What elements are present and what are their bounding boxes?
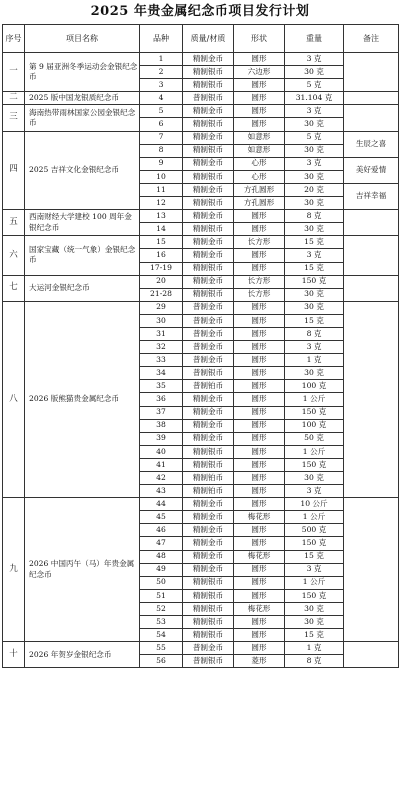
- variety-cell: 8: [140, 144, 183, 157]
- header-row: [3, 25, 399, 53]
- shape-cell: 如意形: [234, 144, 285, 157]
- material-cell: 精制金币: [183, 53, 234, 66]
- material-cell: 精制金币: [183, 511, 234, 524]
- material-cell: 精制银币: [183, 262, 234, 275]
- note-cell: [344, 236, 399, 275]
- variety-cell: 5: [140, 105, 183, 118]
- table-row: [3, 498, 399, 511]
- weight-cell: 20 克: [285, 183, 344, 196]
- material-cell: 精制金币: [183, 249, 234, 262]
- project-seq: 二: [3, 92, 25, 105]
- variety-cell: 13: [140, 210, 183, 223]
- weight-cell: 50 克: [285, 432, 344, 445]
- shape-cell: 圆形: [234, 354, 285, 367]
- weight-cell: 31.104 克: [285, 92, 344, 105]
- weight-cell: 30 克: [285, 66, 344, 79]
- weight-cell: 15 克: [285, 550, 344, 563]
- header-seq: 序号: [3, 25, 25, 53]
- table-row: [3, 642, 399, 655]
- shape-cell: 圆形: [234, 314, 285, 327]
- variety-cell: 56: [140, 655, 183, 668]
- material-cell: 精制银币: [183, 602, 234, 615]
- project-seq: 四: [3, 131, 25, 210]
- project-name: 海南热带雨林国家公园金银纪念币: [25, 105, 140, 131]
- weight-cell: 3 克: [285, 105, 344, 118]
- header-weight: 重量: [285, 25, 344, 53]
- variety-cell: 38: [140, 419, 183, 432]
- weight-cell: 3 克: [285, 157, 344, 170]
- shape-cell: 长方形: [234, 288, 285, 301]
- variety-cell: 15: [140, 236, 183, 249]
- shape-cell: 方孔圆形: [234, 197, 285, 210]
- shape-cell: 圆形: [234, 576, 285, 589]
- table-row: [3, 236, 399, 249]
- weight-cell: 3 克: [285, 341, 344, 354]
- material-cell: 精制金币: [183, 498, 234, 511]
- note-cell: [344, 105, 399, 131]
- table-row: [3, 131, 399, 144]
- note-cell: [344, 210, 399, 236]
- material-cell: 精制银币: [183, 144, 234, 157]
- material-cell: 精制金币: [183, 537, 234, 550]
- shape-cell: 圆形: [234, 629, 285, 642]
- variety-cell: 54: [140, 629, 183, 642]
- variety-cell: 32: [140, 341, 183, 354]
- variety-cell: 36: [140, 393, 183, 406]
- material-cell: 普制金币: [183, 642, 234, 655]
- shape-cell: 圆形: [234, 301, 285, 314]
- material-cell: 普制金币: [183, 354, 234, 367]
- variety-cell: 49: [140, 563, 183, 576]
- variety-cell: 7: [140, 131, 183, 144]
- variety-cell: 31: [140, 327, 183, 340]
- weight-cell: 3 克: [285, 249, 344, 262]
- material-cell: 精制金币: [183, 550, 234, 563]
- variety-cell: 16: [140, 249, 183, 262]
- shape-cell: 圆形: [234, 472, 285, 485]
- header-shape: 形状: [234, 25, 285, 53]
- material-cell: 精制银币: [183, 197, 234, 210]
- shape-cell: 圆形: [234, 341, 285, 354]
- material-cell: 精制银币: [183, 629, 234, 642]
- variety-cell: 47: [140, 537, 183, 550]
- material-cell: 精制银币: [183, 576, 234, 589]
- shape-cell: 圆形: [234, 406, 285, 419]
- variety-cell: 50: [140, 576, 183, 589]
- material-cell: 精制银币: [183, 458, 234, 471]
- material-cell: 普制金币: [183, 341, 234, 354]
- project-seq: 六: [3, 236, 25, 275]
- table-row: [3, 275, 399, 288]
- project-name: 2025 吉祥文化金银纪念币: [25, 131, 140, 210]
- project-name: 2026 年贺岁金银纪念币: [25, 642, 140, 668]
- shape-cell: 心形: [234, 170, 285, 183]
- shape-cell: 圆形: [234, 92, 285, 105]
- variety-cell: 52: [140, 602, 183, 615]
- weight-cell: 3 克: [285, 53, 344, 66]
- weight-cell: 100 克: [285, 419, 344, 432]
- material-cell: 普制银币: [183, 92, 234, 105]
- weight-cell: 30 克: [285, 170, 344, 183]
- variety-cell: 35: [140, 380, 183, 393]
- material-cell: 精制金币: [183, 157, 234, 170]
- weight-cell: 30 克: [285, 197, 344, 210]
- variety-cell: 20: [140, 275, 183, 288]
- shape-cell: 心形: [234, 157, 285, 170]
- variety-cell: 34: [140, 367, 183, 380]
- variety-cell: 55: [140, 642, 183, 655]
- material-cell: 精制金币: [183, 131, 234, 144]
- weight-cell: 10 公斤: [285, 498, 344, 511]
- shape-cell: 圆形: [234, 498, 285, 511]
- page-title: 2025 年贵金属纪念币项目发行计划: [90, 4, 310, 19]
- shape-cell: 圆形: [234, 210, 285, 223]
- material-cell: 精制银币: [183, 79, 234, 92]
- material-cell: 精制银币: [183, 170, 234, 183]
- variety-cell: 21-28: [140, 288, 183, 301]
- variety-cell: 9: [140, 157, 183, 170]
- weight-cell: 30 克: [285, 288, 344, 301]
- weight-cell: 5 克: [285, 79, 344, 92]
- note-cell: [344, 53, 399, 92]
- shape-cell: 圆形: [234, 642, 285, 655]
- variety-cell: 41: [140, 458, 183, 471]
- weight-cell: 30 克: [285, 472, 344, 485]
- variety-cell: 46: [140, 524, 183, 537]
- table-body: [3, 53, 399, 668]
- header-note: 备注: [344, 25, 399, 53]
- material-cell: 精制银币: [183, 223, 234, 236]
- shape-cell: 圆形: [234, 223, 285, 236]
- weight-cell: 15 克: [285, 236, 344, 249]
- material-cell: 精制金币: [183, 393, 234, 406]
- material-cell: 精制金币: [183, 183, 234, 196]
- shape-cell: 圆形: [234, 367, 285, 380]
- variety-cell: 40: [140, 445, 183, 458]
- project-name: 国家宝藏（统一气象）金银纪念币: [25, 236, 140, 275]
- weight-cell: 8 克: [285, 655, 344, 668]
- material-cell: 普制金币: [183, 314, 234, 327]
- variety-cell: 48: [140, 550, 183, 563]
- project-seq: 九: [3, 498, 25, 642]
- note-cell: 吉祥幸福: [344, 183, 399, 209]
- project-seq: 八: [3, 301, 25, 497]
- shape-cell: 圆形: [234, 419, 285, 432]
- header-variety: 品种: [140, 25, 183, 53]
- weight-cell: 150 克: [285, 458, 344, 471]
- project-name: 西南财经大学建校 100 周年金银纪念币: [25, 210, 140, 236]
- weight-cell: 1 克: [285, 642, 344, 655]
- variety-cell: 51: [140, 589, 183, 602]
- shape-cell: 圆形: [234, 327, 285, 340]
- material-cell: 精制金币: [183, 524, 234, 537]
- project-seq: 七: [3, 275, 25, 301]
- weight-cell: 8 克: [285, 210, 344, 223]
- weight-cell: 1 公斤: [285, 511, 344, 524]
- shape-cell: 六边形: [234, 66, 285, 79]
- shape-cell: 圆形: [234, 249, 285, 262]
- variety-cell: 10: [140, 170, 183, 183]
- table-row: [3, 53, 399, 66]
- material-cell: 精制银币: [183, 616, 234, 629]
- weight-cell: 15 克: [285, 314, 344, 327]
- shape-cell: 长方形: [234, 275, 285, 288]
- material-cell: 精制金币: [183, 419, 234, 432]
- variety-cell: 29: [140, 301, 183, 314]
- weight-cell: 30 克: [285, 602, 344, 615]
- material-cell: 精制金币: [183, 563, 234, 576]
- shape-cell: 长方形: [234, 236, 285, 249]
- weight-cell: 30 克: [285, 616, 344, 629]
- header-material: 质量/材质: [183, 25, 234, 53]
- material-cell: 精制银币: [183, 445, 234, 458]
- project-name: 大运河金银纪念币: [25, 275, 140, 301]
- variety-cell: 37: [140, 406, 183, 419]
- weight-cell: 150 克: [285, 406, 344, 419]
- shape-cell: 梅花形: [234, 511, 285, 524]
- project-seq: 五: [3, 210, 25, 236]
- material-cell: 精制金币: [183, 275, 234, 288]
- variety-cell: 6: [140, 118, 183, 131]
- material-cell: 精制银币: [183, 589, 234, 602]
- shape-cell: 梅花形: [234, 550, 285, 563]
- material-cell: 精制金币: [183, 210, 234, 223]
- variety-cell: 39: [140, 432, 183, 445]
- shape-cell: 梅花形: [234, 602, 285, 615]
- shape-cell: 圆形: [234, 380, 285, 393]
- variety-cell: 33: [140, 354, 183, 367]
- weight-cell: 5 克: [285, 131, 344, 144]
- shape-cell: 菱形: [234, 655, 285, 668]
- table-row: [3, 210, 399, 223]
- weight-cell: 30 克: [285, 367, 344, 380]
- project-seq: 十: [3, 642, 25, 668]
- note-cell: [344, 301, 399, 497]
- material-cell: 精制银币: [183, 118, 234, 131]
- table-row: [3, 105, 399, 118]
- variety-cell: 43: [140, 485, 183, 498]
- shape-cell: 圆形: [234, 458, 285, 471]
- shape-cell: 圆形: [234, 445, 285, 458]
- weight-cell: 3 克: [285, 563, 344, 576]
- variety-cell: 3: [140, 79, 183, 92]
- variety-cell: 4: [140, 92, 183, 105]
- weight-cell: 100 克: [285, 380, 344, 393]
- material-cell: 精制铂币: [183, 485, 234, 498]
- table-row: [3, 301, 399, 314]
- note-cell: [344, 498, 399, 642]
- material-cell: 普制银币: [183, 367, 234, 380]
- variety-cell: 14: [140, 223, 183, 236]
- weight-cell: 150 克: [285, 537, 344, 550]
- project-name: 2026 中国丙午（马）年贵金属纪念币: [25, 498, 140, 642]
- variety-cell: 1: [140, 53, 183, 66]
- shape-cell: 圆形: [234, 616, 285, 629]
- material-cell: 精制金币: [183, 105, 234, 118]
- shape-cell: 圆形: [234, 524, 285, 537]
- note-cell: 美好爱情: [344, 157, 399, 183]
- material-cell: 精制金币: [183, 406, 234, 419]
- weight-cell: 1 公斤: [285, 576, 344, 589]
- weight-cell: 30 克: [285, 223, 344, 236]
- weight-cell: 1 公斤: [285, 445, 344, 458]
- material-cell: 普制银币: [183, 655, 234, 668]
- shape-cell: 方孔圆形: [234, 183, 285, 196]
- variety-cell: 2: [140, 66, 183, 79]
- weight-cell: 500 克: [285, 524, 344, 537]
- note-cell: [344, 275, 399, 301]
- material-cell: 精制金币: [183, 432, 234, 445]
- weight-cell: 30 克: [285, 144, 344, 157]
- material-cell: 精制金币: [183, 236, 234, 249]
- header-name: 项目名称: [25, 25, 140, 53]
- variety-cell: 17-19: [140, 262, 183, 275]
- material-cell: 精制银币: [183, 288, 234, 301]
- variety-cell: 11: [140, 183, 183, 196]
- project-name: 2026 版熊猫贵金属纪念币: [25, 301, 140, 497]
- weight-cell: 1 克: [285, 354, 344, 367]
- weight-cell: 30 克: [285, 301, 344, 314]
- project-seq: 三: [3, 105, 25, 131]
- shape-cell: 圆形: [234, 262, 285, 275]
- shape-cell: 圆形: [234, 105, 285, 118]
- weight-cell: 8 克: [285, 327, 344, 340]
- shape-cell: 圆形: [234, 393, 285, 406]
- project-name: 第 9 届亚洲冬季运动会金银纪念币: [25, 53, 140, 92]
- coin-issuance-table: [2, 24, 399, 668]
- shape-cell: 圆形: [234, 589, 285, 602]
- variety-cell: 30: [140, 314, 183, 327]
- project-name: 2025 版中国龙银质纪念币: [25, 92, 140, 105]
- shape-cell: 圆形: [234, 118, 285, 131]
- project-seq: 一: [3, 53, 25, 92]
- note-cell: 生辰之喜: [344, 131, 399, 157]
- weight-cell: 30 克: [285, 118, 344, 131]
- shape-cell: 圆形: [234, 563, 285, 576]
- table-row: [3, 92, 399, 105]
- variety-cell: 42: [140, 472, 183, 485]
- note-cell: [344, 92, 399, 105]
- weight-cell: 1 公斤: [285, 393, 344, 406]
- variety-cell: 12: [140, 197, 183, 210]
- variety-cell: 44: [140, 498, 183, 511]
- weight-cell: 150 克: [285, 589, 344, 602]
- weight-cell: 15 克: [285, 262, 344, 275]
- material-cell: 精制铂币: [183, 472, 234, 485]
- weight-cell: 150 克: [285, 275, 344, 288]
- material-cell: 精制银币: [183, 66, 234, 79]
- shape-cell: 圆形: [234, 53, 285, 66]
- note-cell: [344, 642, 399, 668]
- material-cell: 普制金币: [183, 301, 234, 314]
- weight-cell: 15 克: [285, 629, 344, 642]
- material-cell: 普制金币: [183, 327, 234, 340]
- weight-cell: 3 克: [285, 485, 344, 498]
- shape-cell: 如意形: [234, 131, 285, 144]
- shape-cell: 圆形: [234, 485, 285, 498]
- variety-cell: 45: [140, 511, 183, 524]
- shape-cell: 圆形: [234, 537, 285, 550]
- variety-cell: 53: [140, 616, 183, 629]
- shape-cell: 圆形: [234, 432, 285, 445]
- material-cell: 普制铂币: [183, 380, 234, 393]
- shape-cell: 圆形: [234, 79, 285, 92]
